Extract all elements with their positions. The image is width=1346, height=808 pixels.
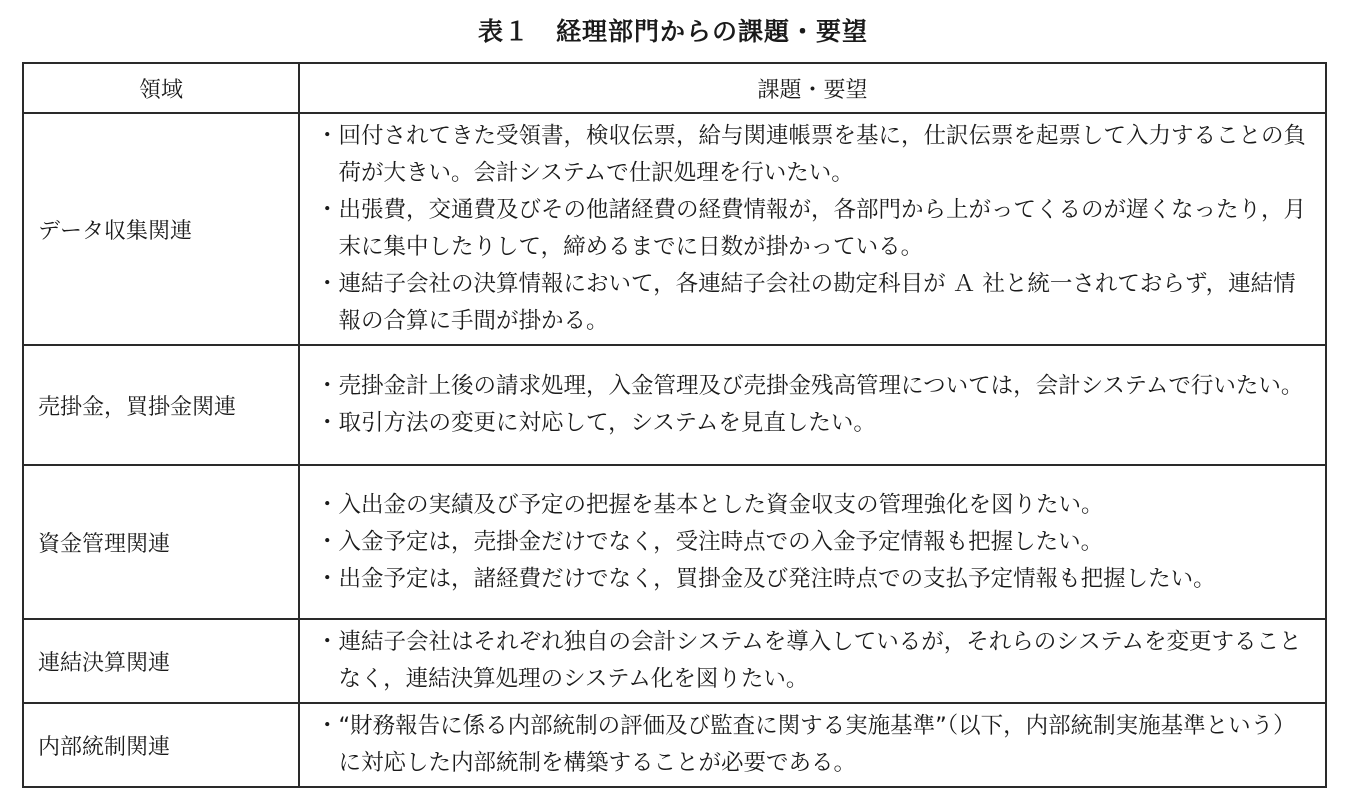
issue-item	[316, 266, 1313, 340]
table-row	[23, 465, 1326, 619]
domain-cell: 売掛金，買掛金関連	[23, 345, 299, 465]
issue-text: 出金予定は，諸経費だけでなく，買掛金及び発注時点での支払予定情報も把握したい。	[338, 565, 1216, 592]
domain-cell: 連結決算関連	[23, 619, 299, 703]
bullet-marker: ・	[316, 528, 339, 555]
issue-item	[316, 524, 1313, 561]
header-row	[23, 63, 1326, 113]
bullet-marker: ・	[316, 271, 339, 297]
issue-item	[316, 368, 1313, 405]
domain-cell: 内部統制関連	[23, 703, 299, 787]
issue-item	[316, 192, 1313, 266]
domain-cell: 資金管理関連	[23, 465, 299, 619]
issues-cell	[299, 703, 1326, 787]
issue-item	[316, 708, 1313, 782]
issue-text: 連結子会社はそれぞれ独自の会計システムを導入しているが，それらのシステムを変更することなく，連結決算処理のシステム化を図りたい。	[338, 629, 1302, 692]
bullet-marker: ・	[316, 491, 339, 518]
issue-item	[316, 624, 1313, 698]
table-row	[23, 113, 1326, 345]
issue-item	[316, 561, 1313, 598]
issues-cell	[299, 465, 1326, 619]
issue-text: 売掛金計上後の請求処理，入金管理及び売掛金残高管理については，会計システムで行いたい。	[338, 373, 1304, 399]
bullet-marker: ・	[316, 713, 339, 739]
table-row	[23, 345, 1326, 465]
issue-text: 入金予定は，売掛金だけでなく，受注時点での入金予定情報も把握したい。	[338, 528, 1104, 555]
issue-text: 入出金の実績及び予定の把握を基本とした資金収支の管理強化を図りたい。	[338, 491, 1104, 518]
issue-item	[316, 487, 1313, 524]
table-row	[23, 619, 1326, 703]
domain-cell: データ収集関連	[23, 113, 299, 345]
issues-cell	[299, 113, 1326, 345]
bullet-marker: ・	[316, 410, 339, 436]
bullet-marker: ・	[316, 123, 339, 149]
issue-text: 取引方法の変更に対応して，システムを見直したい。	[338, 410, 876, 436]
issue-text: 連結子会社の決算情報において，各連結子会社の勘定科目が Ａ 社と統一されておらず，連結情報の合算に手間が掛かる。	[338, 271, 1296, 334]
issues-cell	[299, 345, 1326, 465]
issue-text: “財務報告に係る内部統制の評価及び監査に関する実施基準”（以下，内部統制実施基準という）に対応した内部統制を構築することが必要である。	[338, 713, 1296, 776]
bullet-marker: ・	[316, 565, 339, 592]
requirements-table	[22, 62, 1327, 788]
header-issues: 課題・要望	[299, 63, 1326, 113]
table-row	[23, 703, 1326, 787]
issue-text: 出張費，交通費及びその他諸経費の経費情報が，各部門から上がってくるのが遅くなったり，月末に集中したりして，締めるまでに日数が掛かっている。	[338, 197, 1307, 260]
bullet-marker: ・	[316, 197, 339, 223]
issue-item	[316, 118, 1313, 192]
table-title: 表１ 経理部門からの課題・要望	[477, 17, 868, 46]
issue-text: 回付されてきた受領書，検収伝票，給与関連帳票を基に，仕訳伝票を起票して入力することの負荷が大きい。会計システムで仕訳処理を行いたい。	[338, 123, 1307, 186]
header-domain: 領域	[23, 63, 299, 113]
bullet-marker: ・	[316, 373, 339, 399]
bullet-marker: ・	[316, 629, 339, 655]
issue-item	[316, 405, 1313, 442]
issues-cell	[299, 619, 1326, 703]
